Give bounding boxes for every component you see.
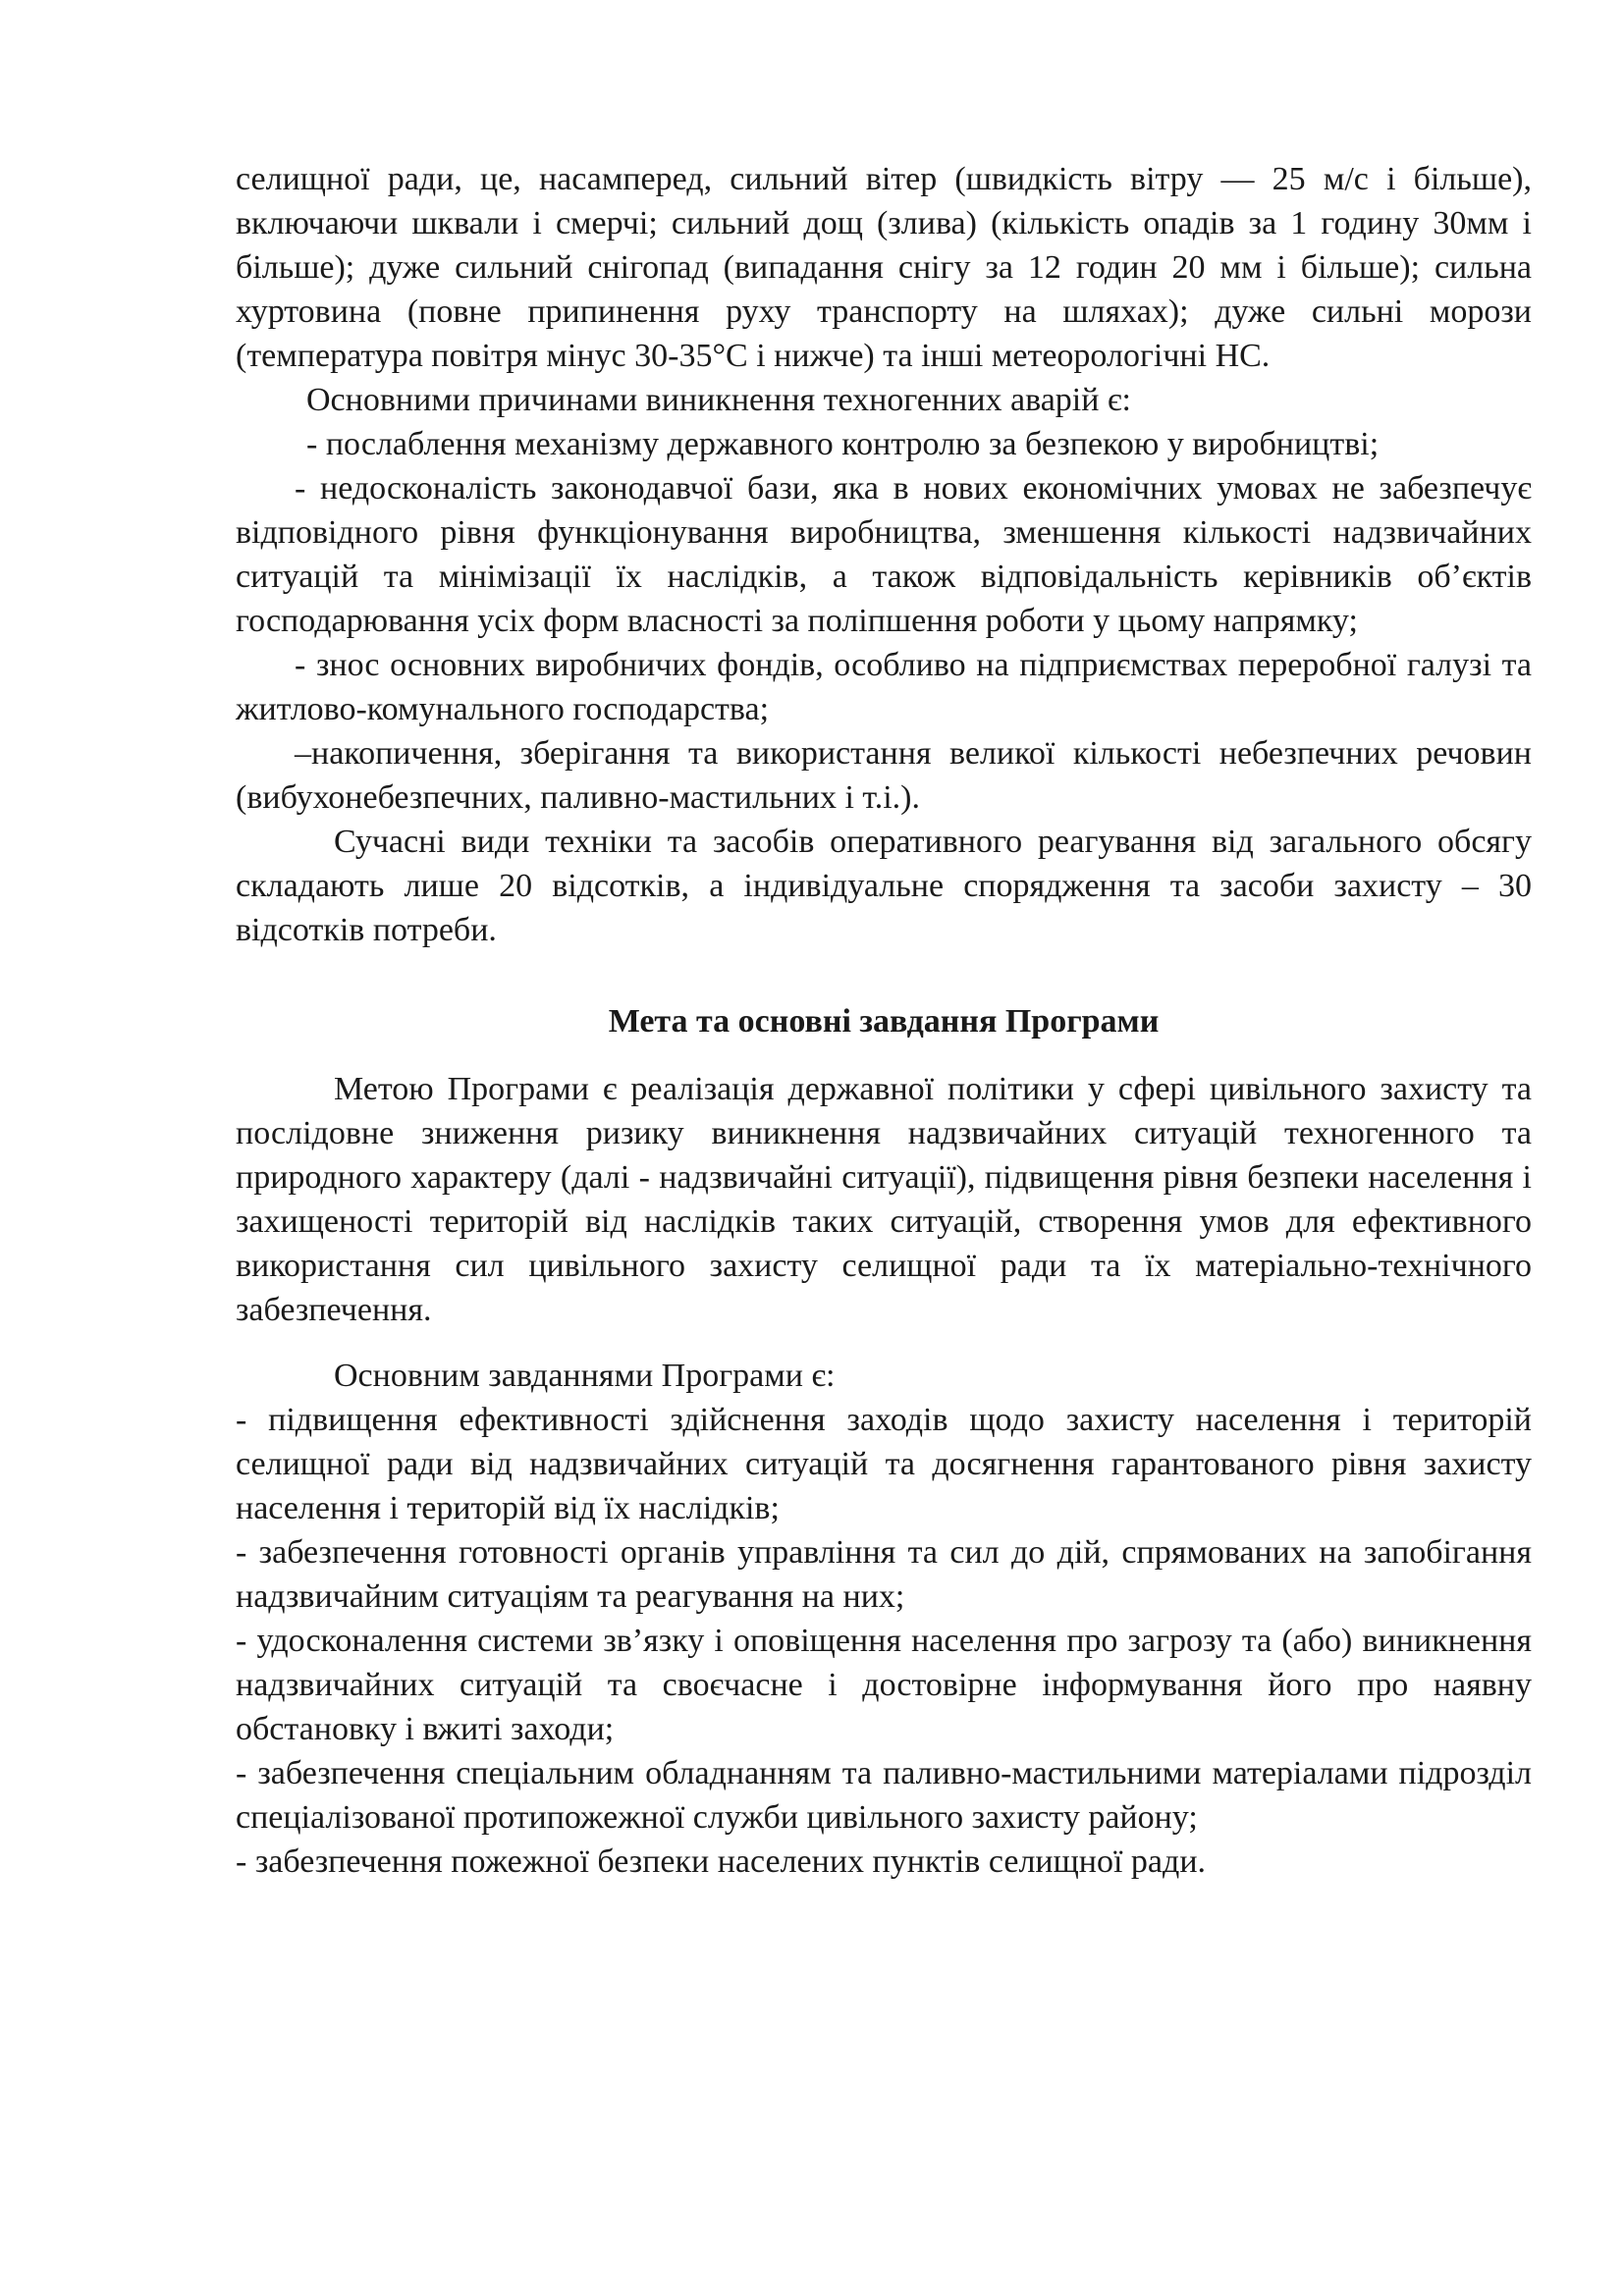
list-item-legislation: - недосконалість законодавчої бази, яка в нових економічних умовах не забезпечує відповідного рівня функціонування виробництва, зменшення кількості надзвичайних ситуацій та мінімізації їх наслідків, а також відповідальність керівників об’єктів господарювання усіх форм власності за поліпшення роботи у цьому напрямку;: [236, 470, 1532, 639]
document-body: [236, 157, 1532, 1884]
paragraph-program-goal: Метою Програми є реалізація державної політики у сфері цивільного захисту та послідовне зниження ризику виникнення надзвичайних ситуацій техногенного та природного характеру (далі - надзвичайні ситуації), підвищення рівня безпеки населення і захищеності територій від наслідків таких ситуацій, створення умов для ефективного використання сил цивільного захисту селищної ради та їх матеріально-технічного забезпечення.: [236, 1071, 1532, 1328]
list-item-task: - удосконалення системи зв’язку і оповіщення населення про загрозу та (або) виникнення надзвичайних ситуацій та своєчасне і достовірне інформування його про наявну обстановку і вжиті заходи;: [236, 1623, 1532, 1747]
list-item-task: - забезпечення спеціальним обладнанням та паливно-мастильними матеріалами підрозділ спеціалізованої протипожежної служби цивільного захисту району;: [236, 1755, 1532, 1836]
paragraph-tasks-intro: Основним завданнями Програми є:: [334, 1358, 836, 1394]
list-item-state-control: - послаблення механізму державного контролю за безпекою у виробництві;: [306, 426, 1380, 462]
list-item-hazardous-substances: –накопичення, зберігання та використання великої кількості небезпечних речовин (вибухонебезпечних, паливно-мастильних і т.і.).: [236, 735, 1532, 816]
paragraph-causes-intro: Основними причинами виникнення техногенних аварій є:: [306, 382, 1131, 418]
list-item-task: - забезпечення готовності органів управління та сил до дій, спрямованих на запобігання надзвичайним ситуаціям та реагування на них;: [236, 1534, 1532, 1615]
paragraph-weather-hazards: селищної ради, це, насамперед, сильний вітер (швидкість вітру — 25 м/с і більше), включаючи шквали і смерчі; сильний дощ (злива) (кількість опадів за 1 годину 30мм і більше); дуже сильний снігопад (випадання снігу за 12 годин 20 мм і більше); сильна хуртовина (повне припинення руху транспорту на шляхах); дуже сильні морози (температура повітря мінус 30-35°С і нижче) та інші метеорологічні НС.: [236, 161, 1532, 374]
list-item-task: - підвищення ефективності здійснення заходів щодо захисту населення і територій селищної ради від надзвичайних ситуацій та досягнення гарантованого рівня захисту населення і територій від їх наслідків;: [236, 1402, 1532, 1526]
section-heading: Мета та основні завдання Програми: [608, 1003, 1160, 1040]
list-item-asset-wear: - знос основних виробничих фондів, особливо на підприємствах переробної галузі та житлово-комунального господарства;: [236, 647, 1532, 727]
list-item-task: - забезпечення пожежної безпеки населених пунктів селищної ради.: [236, 1843, 1207, 1880]
paragraph-equipment-share: Сучасні види техніки та засобів оперативного реагування від загального обсягу складають лише 20 відсотків, а індивідуальне спорядження та засоби захисту – 30 відсотків потреби.: [236, 824, 1532, 948]
